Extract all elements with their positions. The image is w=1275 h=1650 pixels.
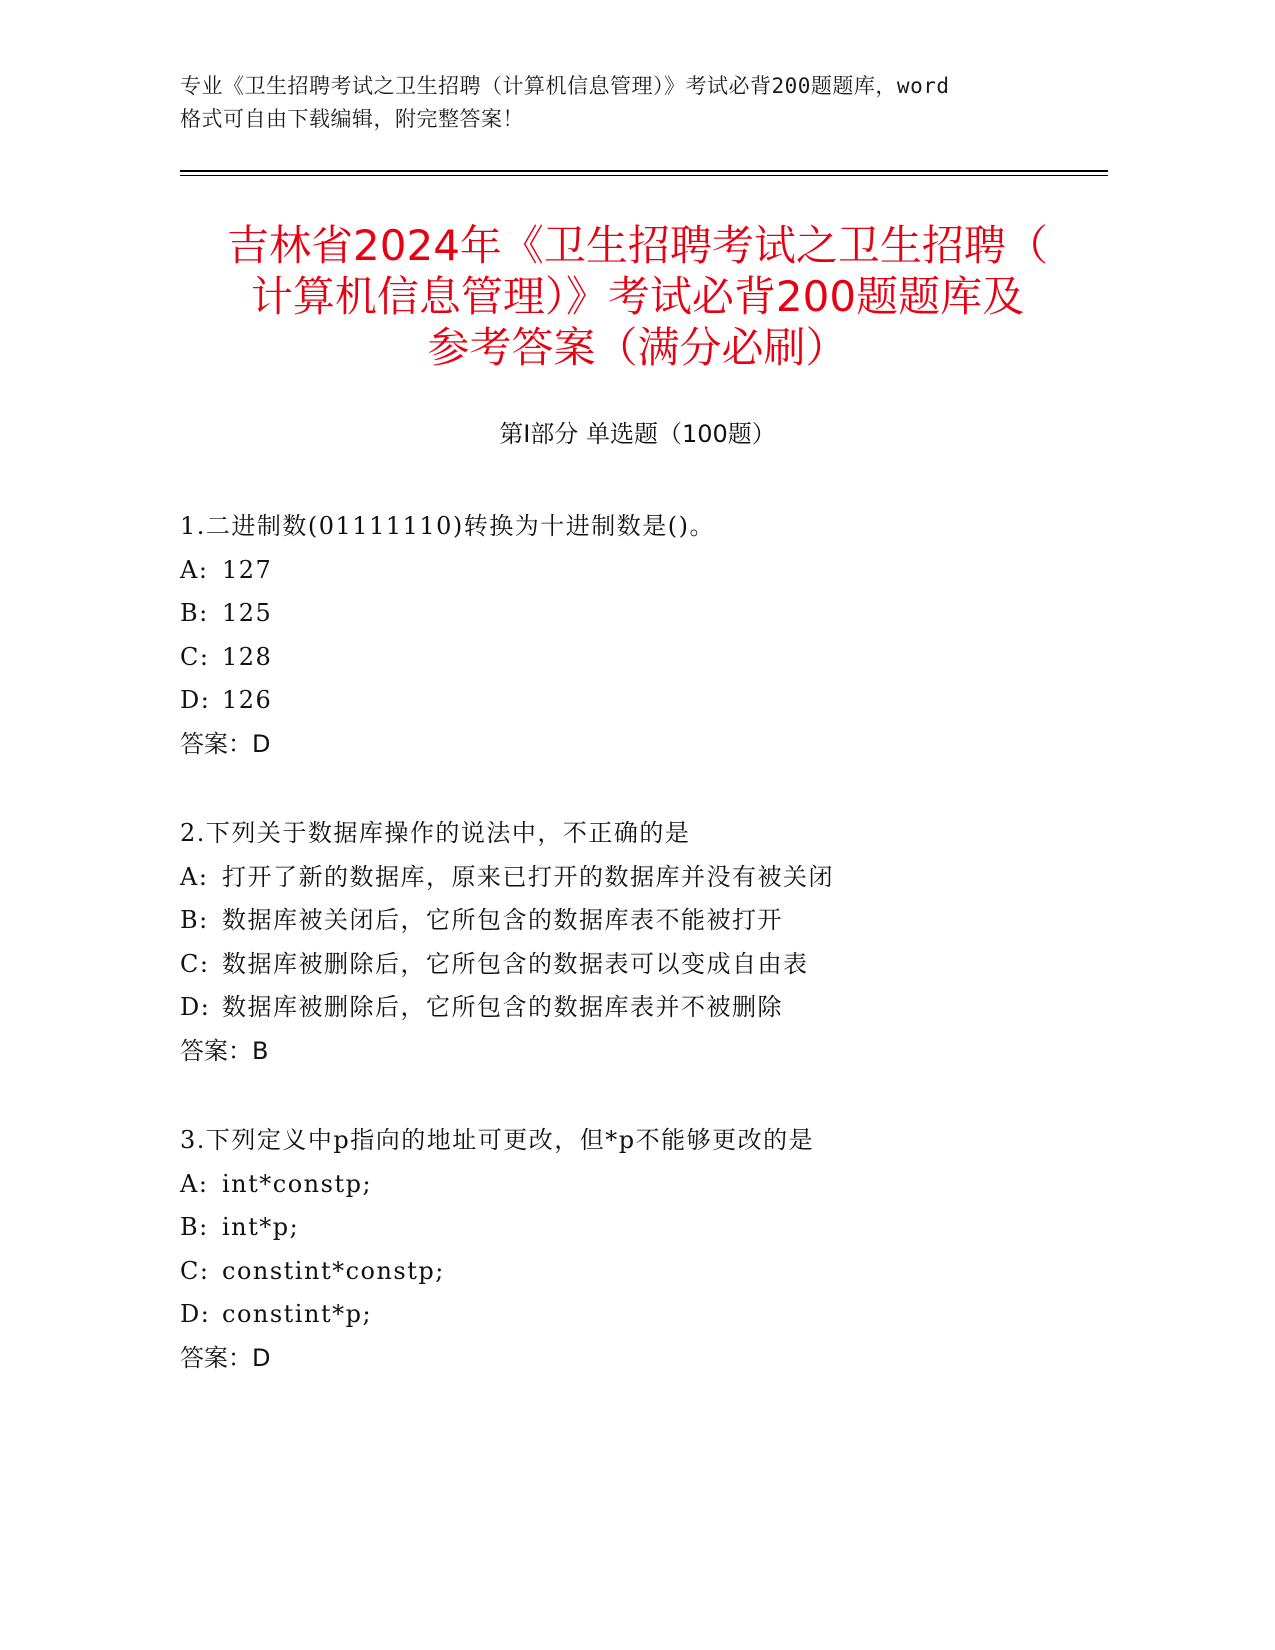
option-letter: C:	[180, 949, 210, 978]
title-line-3: 参考答案（满分必刷）	[427, 323, 848, 372]
question-stem: 2.下列关于数据库操作的说法中，不正确的是	[180, 819, 691, 847]
question-option-d	[180, 1293, 1100, 1337]
option-letter: B:	[180, 599, 209, 627]
question-option-b	[180, 899, 1100, 943]
option-letter: A:	[180, 1169, 209, 1198]
option-text: 打开了新的数据库，原来已打开的数据库并没有被关闭	[222, 862, 834, 891]
option-text: 数据库被删除后，它所包含的数据表可以变成自由表	[222, 949, 809, 978]
header-line-1: 专业《卫生招聘考试之卫生招聘（计算机信息管理）》考试必背200题题库，word	[180, 74, 950, 98]
option-letter: A:	[180, 555, 209, 584]
option-text: 数据库被删除后，它所包含的数据库表并不被删除	[222, 993, 783, 1021]
option-text: 数据库被关闭后，它所包含的数据库表不能被打开	[222, 906, 783, 934]
option-text: 125	[222, 599, 273, 627]
question-answer: 答案：D	[180, 1343, 271, 1372]
option-letter: D:	[180, 686, 211, 714]
question-option-a	[180, 856, 1100, 900]
title-line-1: 吉林省2024年《卫生招聘考试之卫生招聘（	[227, 221, 1048, 270]
header-divider-thick	[180, 170, 1108, 172]
header-line-2: 格式可自由下载编辑，附完整答案！	[180, 107, 524, 131]
option-letter: D:	[180, 1300, 211, 1328]
option-letter: A:	[180, 862, 209, 891]
option-text: int*constp;	[222, 1169, 373, 1198]
question-item	[180, 812, 1100, 1073]
question-option-d	[180, 679, 1100, 723]
option-letter: C:	[180, 642, 210, 671]
option-text: 127	[222, 555, 273, 584]
option-letter: B:	[180, 1213, 209, 1241]
option-text: constint*constp;	[222, 1256, 445, 1285]
option-text: int*p;	[222, 1213, 300, 1241]
question-option-c	[180, 636, 1100, 680]
section-heading: 第Ⅰ部分 单选题（100题）	[499, 420, 776, 448]
question-option-d	[180, 986, 1100, 1030]
question-option-b	[180, 1206, 1100, 1250]
document-title	[150, 220, 1125, 373]
question-option-a	[180, 1163, 1100, 1207]
question-stem: 3.下列定义中p指向的地址可更改，但*p不能够更改的是	[180, 1126, 815, 1154]
question-answer: 答案：B	[180, 1036, 269, 1065]
question-list	[180, 505, 1100, 1426]
question-option-a	[180, 549, 1100, 593]
title-line-2: 计算机信息管理）》考试必背200题题库及	[250, 272, 1025, 321]
question-item	[180, 1119, 1100, 1380]
question-answer: 答案：D	[180, 729, 271, 758]
option-text: constint*p;	[222, 1300, 373, 1328]
option-letter: B:	[180, 906, 209, 934]
option-letter: D:	[180, 993, 211, 1021]
question-item	[180, 505, 1100, 766]
question-option-c	[180, 943, 1100, 987]
option-text: 128	[222, 642, 273, 671]
option-letter: C:	[180, 1256, 210, 1285]
option-text: 126	[222, 686, 273, 714]
question-option-c	[180, 1250, 1100, 1294]
header-divider-thin	[180, 175, 1108, 176]
question-option-b	[180, 592, 1100, 636]
question-stem: 1.二进制数(01111110)转换为十进制数是()。	[180, 512, 716, 540]
document-header-note	[180, 70, 1060, 136]
